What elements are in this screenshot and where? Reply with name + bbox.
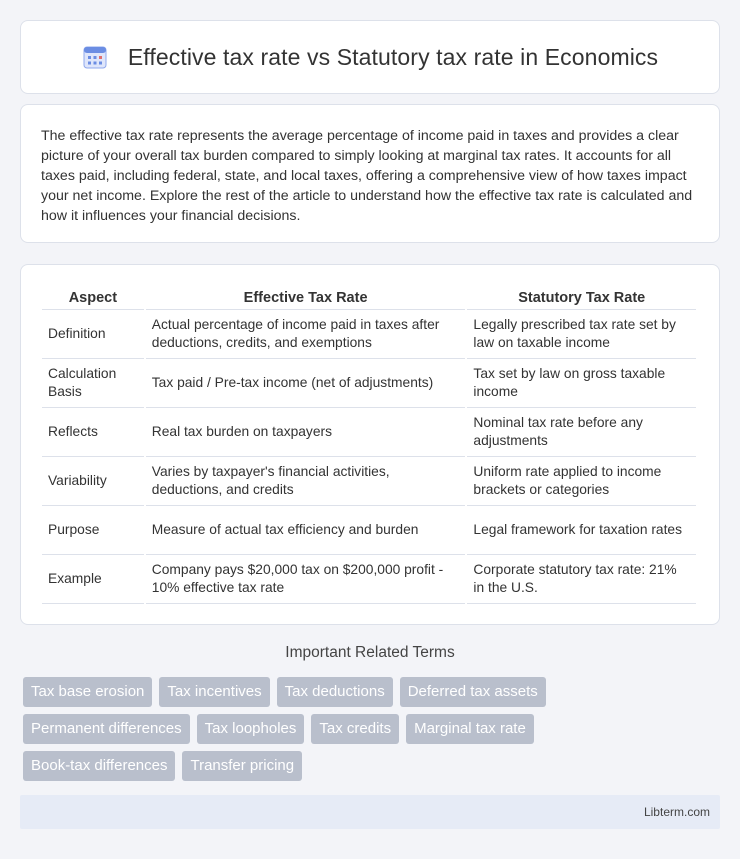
table-row <box>42 555 696 604</box>
tag-row <box>23 677 723 707</box>
row-statutory: Nominal tax rate before any adjustments <box>467 408 696 457</box>
related-term-tag[interactable]: Permanent differences <box>23 714 190 744</box>
table-row <box>42 506 696 555</box>
row-effective: Varies by taxpayer's financial activities, deductions, and credits <box>146 457 466 506</box>
footer-brand-link[interactable]: Libterm.com <box>643 805 710 819</box>
row-statutory: Corporate statutory tax rate: 21% in the U.S. <box>467 555 696 604</box>
table-row <box>42 310 696 359</box>
row-aspect: Example <box>42 555 144 604</box>
row-effective: Real tax burden on taxpayers <box>146 408 466 457</box>
table-row <box>42 359 696 408</box>
row-effective: Company pays $20,000 tax on $200,000 profit - 10% effective tax rate <box>146 555 466 604</box>
related-term-tag[interactable]: Deferred tax assets <box>400 677 546 707</box>
row-aspect: Calculation Basis <box>42 359 144 408</box>
column-header-statutory: Statutory Tax Rate <box>467 285 696 310</box>
comparison-table-card <box>20 264 720 625</box>
row-statutory: Legal framework for taxation rates <box>467 506 696 555</box>
related-terms-heading: Important Related Terms <box>285 644 455 661</box>
row-statutory: Uniform rate applied to income brackets or categories <box>467 457 696 506</box>
row-effective: Tax paid / Pre-tax income (net of adjustments) <box>146 359 466 408</box>
related-term-tag[interactable]: Tax loopholes <box>197 714 305 744</box>
row-statutory: Tax set by law on gross taxable income <box>467 359 696 408</box>
row-statutory: Legally prescribed tax rate set by law on taxable income <box>467 310 696 359</box>
tag-row <box>23 751 723 781</box>
row-effective: Measure of actual tax efficiency and burden <box>146 506 466 555</box>
column-header-effective: Effective Tax Rate <box>146 285 466 310</box>
table-header-row <box>42 285 696 310</box>
table-row <box>42 408 696 457</box>
related-term-tag[interactable]: Book-tax differences <box>23 751 175 781</box>
intro-paragraph: The effective tax rate represents the average percentage of income paid in taxes and provides a clear picture of your overall tax burden compared to simply looking at marginal tax rates. It accounts for all taxes paid, including federal, state, and local taxes, offering a comprehensive view of how taxes impact your net income. Explore the rest of the article to understand how the effective tax rate is calculated and how it influences your financial decisions. <box>41 128 693 224</box>
calendar-grid-icon <box>82 44 108 70</box>
related-term-tag[interactable]: Transfer pricing <box>182 751 302 781</box>
title-card <box>20 20 720 94</box>
related-term-tag[interactable]: Marginal tax rate <box>406 714 534 744</box>
row-aspect: Purpose <box>42 506 144 555</box>
tag-row <box>23 714 723 744</box>
row-aspect: Definition <box>42 310 144 359</box>
related-term-tag[interactable]: Tax incentives <box>159 677 269 707</box>
row-effective: Actual percentage of income paid in taxes after deductions, credits, and exemptions <box>146 310 466 359</box>
page-title: Effective tax rate vs Statutory tax rate in Economics <box>127 43 659 70</box>
related-term-tag[interactable]: Tax credits <box>311 714 399 744</box>
intro-card <box>20 104 720 243</box>
related-terms-list <box>23 677 723 788</box>
column-header-aspect: Aspect <box>42 285 144 310</box>
table-row <box>42 457 696 506</box>
related-term-tag[interactable]: Tax deductions <box>277 677 393 707</box>
footer <box>20 795 720 829</box>
row-aspect: Reflects <box>42 408 144 457</box>
related-term-tag[interactable]: Tax base erosion <box>23 677 152 707</box>
row-aspect: Variability <box>42 457 144 506</box>
comparison-table <box>40 285 698 604</box>
